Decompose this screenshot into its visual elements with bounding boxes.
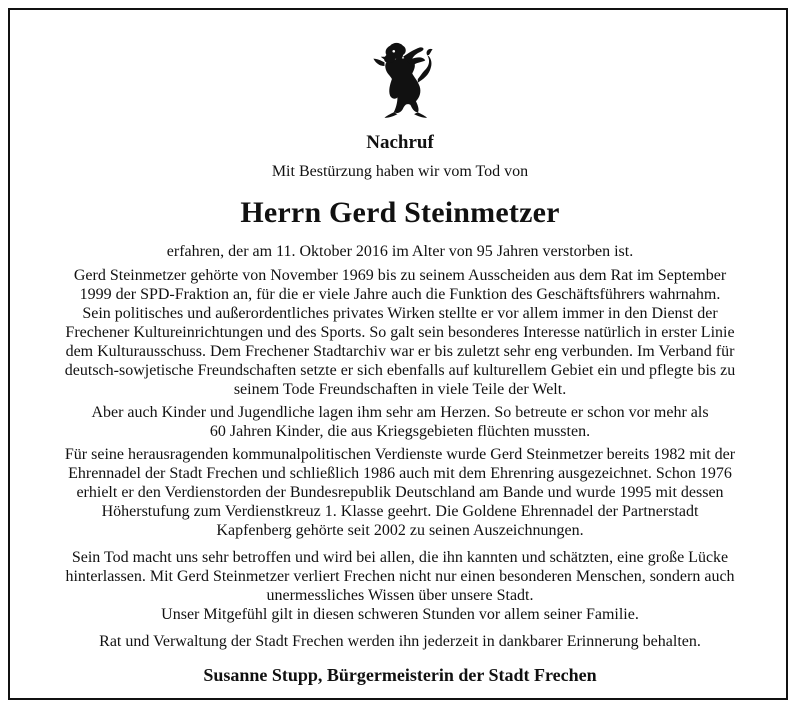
signature: Susanne Stupp, Bürgermeisterin der Stadt Frechen — [203, 665, 597, 685]
paragraph-line: Kapfenberg gehörte seit 2002 zu seinen Auszeichnungen. — [216, 522, 584, 539]
paragraph-line: Sein Tod macht uns sehr betroffen und wird bei allen, die ihn kannten und schätzten, eine große Lücke — [71, 549, 729, 566]
paragraph-line: deutsch-sowjetische Freundschaften setzte er sich ebenfalls auf kulturellem Gebiet ein und pflegte bis zu — [64, 362, 736, 379]
paragraph-line: Ehrennadel der Stadt Frechen und schließlich 1986 auch mit dem Ehrenring ausgezeichnet. Schon 1976 — [68, 465, 732, 482]
lion-rampant-icon — [366, 38, 440, 120]
paragraph-line: Für seine herausragenden kommunalpolitischen Verdienste wurde Gerd Steinmetzer bereits 1982 mit der — [64, 446, 736, 463]
paragraph-line: Gerd Steinmetzer gehörte von November 1969 bis zu seinem Ausscheiden aus dem Rat im September — [73, 267, 727, 284]
intro-text: Mit Bestürzung haben wir vom Tod von — [271, 163, 529, 180]
paragraph-line: hinterlassen. Mit Gerd Steinmetzer verliert Frechen nicht nur einen besonderen Menschen, sondern auch — [65, 568, 735, 585]
paragraph-closing — [22, 632, 778, 651]
paragraph-line: dem Kulturausschuss. Dem Frechener Stadtarchiv war er bis zuletzt sehr eng verbunden. Im Verband für — [65, 343, 735, 360]
paragraph-line: unermessliches Wissen über unsere Stadt. — [266, 587, 534, 604]
paragraph-line: Unser Mitgefühl gilt in diesen schweren Stunden vor allem seiner Familie. — [161, 606, 639, 623]
deceased-name: Herrn Gerd Steinmetzer — [240, 196, 560, 229]
paragraph-line: Sein politisches und außerordentliches privates Wirken stellte er vor allem immer in den Dienst der — [82, 305, 718, 322]
obituary-heading: Nachruf — [366, 132, 434, 153]
death-notice: erfahren, der am 11. Oktober 2016 im Alter von 95 Jahren verstorben ist. — [166, 243, 634, 260]
paragraph-line: 1999 der SPD-Fraktion an, für die er viele Jahre auch die Funktion des Geschäftsführers wahrnahm. — [79, 286, 721, 303]
paragraph-line: erhielt er den Verdienstorden der Bundesrepublik Deutschland am Bande und wurde 1995 mit dessen — [76, 484, 724, 501]
paragraph-condolence — [22, 548, 778, 624]
paragraph-line: Frechener Kultureinrichtungen und des Sports. So galt sein besonderes Interesse natürlich in erster Linie — [65, 324, 735, 341]
paragraph-honors — [22, 445, 778, 540]
paragraph-line: Rat und Verwaltung der Stadt Frechen werden ihn jederzeit in dankbarer Erinnerung behalten. — [99, 633, 701, 650]
paragraph-line: seinem Tode Freundschaften in viele Teile der Welt. — [233, 381, 567, 398]
paragraph-line: 60 Jahren Kinder, die aus Kriegsgebieten flüchten mussten. — [209, 423, 591, 440]
paragraph-career — [22, 266, 778, 399]
paragraph-youth — [22, 403, 778, 441]
paragraph-line: Aber auch Kinder und Jugendliche lagen ihm sehr am Herzen. So betreute er schon vor mehr als — [91, 404, 709, 421]
paragraph-line: Höherstufung zum Verdienstkreuz 1. Klasse geehrt. Die Goldene Ehrennadel der Partnerstadt — [101, 503, 699, 520]
